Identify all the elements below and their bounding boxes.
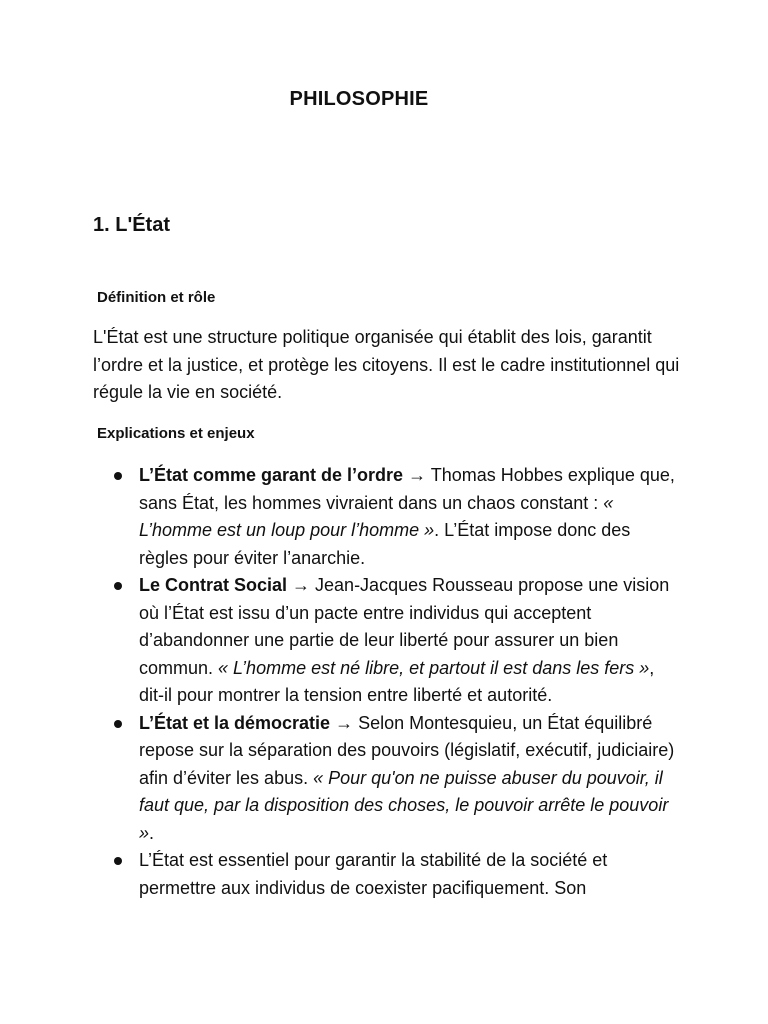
definition-paragraph: L'État est une structure politique organisée qui établit des lois, garantit l’ordre et la justice, et protège les citoyens. Il est le cadre institutionnel qui régule la vie en société. — [93, 327, 680, 402]
bullet-text: → Selon Montesquieu, un État équilibré repose sur la séparation des pouvoirs (législatif, exécutif, judiciaire) afin d’éviter les abus. — [139, 712, 675, 788]
bullet-bold-label: Le Contrat Social — [139, 575, 288, 595]
bullet-bold-label: L’État comme garant de l’ordre — [139, 465, 404, 485]
bullet-text-end: . L’État impose donc des règles pour éviter l’anarchie. — [139, 520, 631, 568]
bullet-icon — [114, 472, 122, 480]
bullet-bold-label: L’État et la démocratie — [139, 712, 331, 733]
list-item — [114, 462, 684, 572]
bullet-text-end: , dit-il pour montrer la tension entre liberté et autorité. — [139, 657, 655, 705]
definition-heading: Définition et rôle — [97, 289, 216, 306]
list-item — [114, 572, 684, 710]
explanations-list — [114, 462, 684, 902]
bullet-quote: « L’homme est né libre, et partout il est dans les fers » — [218, 657, 650, 678]
bullet-text-end: . — [149, 822, 155, 843]
bullet-icon — [114, 582, 122, 590]
section-heading: 1. L'État — [93, 214, 170, 236]
bullet-text: → Thomas Hobbes explique que, sans État, les hommes vivraient dans un chaos constant : — [139, 465, 675, 513]
bullet-quote: « Pour qu'on ne puisse abuser du pouvoir, il faut que, par la disposition des choses, le pouvoir arrête le pouvoir » — [139, 767, 669, 843]
bullet-quote: « L’homme est un loup pour l’homme » — [139, 492, 614, 540]
page-title: PHILOSOPHIE — [289, 88, 429, 110]
explanations-heading: Explications et enjeux — [97, 425, 255, 442]
list-item — [114, 710, 684, 848]
list-item — [114, 847, 684, 902]
bullet-icon — [114, 857, 122, 865]
bullet-icon — [114, 720, 122, 728]
bullet-text: → Jean-Jacques Rousseau propose une vision où l’État est issu d’un pacte entre individus qui acceptent d’abandonner une partie de leur liberté pour assurer un bien commun. — [139, 575, 670, 678]
bullet-text: L’État est essentiel pour garantir la stabilité de la société et permettre aux individus de coexister pacifiquement. Son — [139, 850, 608, 898]
